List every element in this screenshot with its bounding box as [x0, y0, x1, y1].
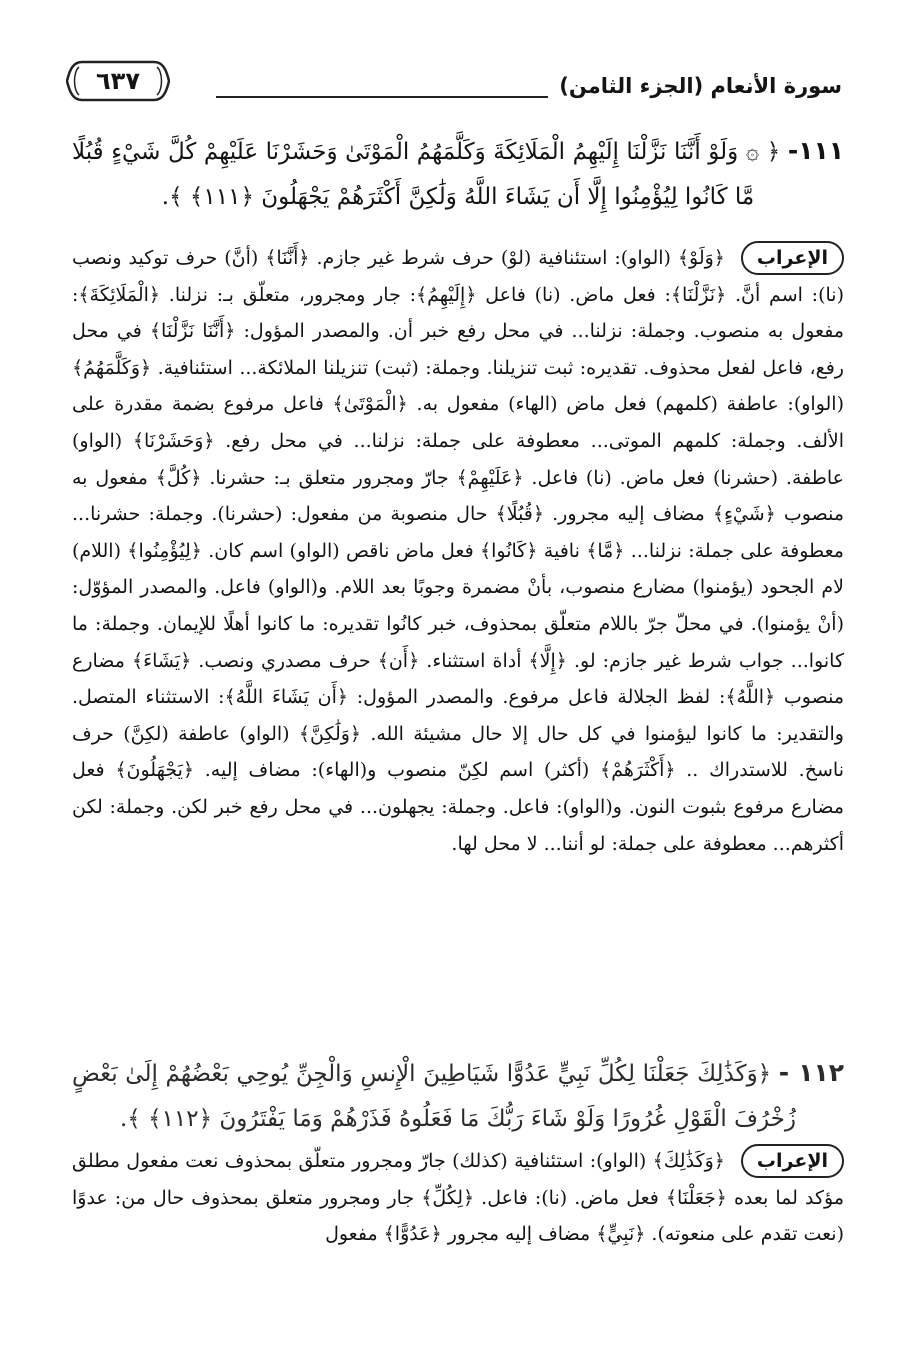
page-number: ٦٣٧ — [96, 67, 140, 95]
surah-title: سورة الأنعام (الجزء الثامن) — [559, 74, 842, 98]
irab-section-112 — [72, 1143, 844, 1253]
irab-text: ﴿وَكَذَٰلِكَ﴾ (الواو): استئنافية (كذلك) جارّ ومجرور متعلّق بمحذوف نعت مفعول مطلق مؤكد لما بعده ﴿جَعَلْنَا﴾ فعل ماض. (نا): فاعل. ﴿لِكُلِّ﴾ جار ومجرور متعلق بمحذوف حال من: عدوًا (نعت تقدم على منعوته). ﴿نَبِيٍّ﴾ مضاف إليه مجرور ﴿عَدُوًّا﴾ مفعول — [72, 1150, 844, 1246]
verse-number: ١١٢ - — [778, 1058, 844, 1087]
header-rule — [216, 96, 548, 98]
page-number-frame — [66, 58, 170, 104]
verse-number: ١١١- — [787, 136, 844, 165]
quran-verse-111 — [72, 128, 844, 220]
verse-text: ﴿ ۞ وَلَوْ أَنَّنَا نَزَّلْنَا إِلَيْهِمُ الْمَلَائِكَةَ وَكَلَّمَهُمُ الْمَوْتَىٰ وَحَشَرْنَا عَلَيْهِمْ كُلَّ شَيْءٍ قُبُلًا مَّا كَانُوا لِيُؤْمِنُوا إِلَّا أَن يَشَاءَ اللَّهُ وَلَٰكِنَّ أَكْثَرَهُمْ يَجْهَلُونَ ﴿١١١﴾ ﴾. — [72, 139, 781, 210]
verse-text: ﴿وَكَذَٰلِكَ جَعَلْنَا لِكُلِّ نَبِيٍّ عَدُوًّا شَيَاطِينَ الْإِنسِ وَالْجِنِّ يُوحِي بَعْضُهُمْ إِلَىٰ بَعْضٍ زُخْرُفَ الْقَوْلِ غُرُورًا وَلَوْ شَاءَ رَبُّكَ مَا فَعَلُوهُ فَذَرْهُمْ وَمَا يَفْتَرُونَ ﴿١١٢﴾ ﴾. — [72, 1061, 796, 1132]
irab-badge: الإعراب — [741, 241, 844, 275]
quran-verse-112 — [72, 1050, 844, 1142]
irab-badge: الإعراب — [741, 1144, 844, 1178]
irab-text: ﴿وَلَوْ﴾ (الواو): استئنافية (لوْ) حرف شرط غير جازم. ﴿أَنَّنَا﴾ (أنَّ) حرف توكيد ونصب (نا): اسم أنَّ. ﴿نَزَّلْنَا﴾: فعل ماض. (نا) فاعل ﴿إِلَيْهِمُ﴾: جار ومجرور، متعلّق بـ: نزلنا. ﴿الْمَلَائِكَةَ﴾: مفعول به منصوب. وجملة: نزلنا... في محل رفع خبر أن. والمصدر المؤول: ﴿أَنَّنَا نَزَّلْنَا﴾ في محل رفع، فاعل لفعل محذوف. تقديره: ثبت تنزيلنا. وجملة: (ثبت) تنزيلنا الملائكة... استئنافية. ﴿وَكَلَّمَهُمُ﴾ (الواو): عاطفة (كلمهم) فعل ماض (الهاء) مفعول به. ﴿الْمَوْتَىٰ﴾ فاعل مرفوع بضمة مقدرة على الألف. وجملة: كلمهم الموتى... معطوفة على جملة: نزلنا... في محل رفع. ﴿وَحَشَرْنَا﴾ (الواو) عاطفة. (حشرنا) فعل ماض. (نا) فاعل. ﴿عَلَيْهِمْ﴾ جارّ ومجرور متعلق بـ: حشرنا. ﴿كُلَّ﴾ مفعول به منصوب ﴿شَيْءٍ﴾ مضاف إليه مجرور. ﴿قُبُلًا﴾ حال منصوبة من مفعول: (حشرنا). وجملة: حشرنا... معطوفة على جملة: نزلنا... ﴿مَّا﴾ نافية ﴿كَانُوا﴾ فعل ماض ناقص (الواو) اسم كان. ﴿لِيُؤْمِنُوا﴾ (اللام) لام الجحود (يؤمنوا) مضارع منصوب، بأنْ مضمرة وجوبًا بعد اللام. و(الواو) فاعل. والمصدر المؤوّل: (أنْ يؤمنوا). في محلّ جرّ باللام متعلّق بمحذوف، خبر كانُوا تقديره: ما كانوا أهلًا للإيمان. وجملة: ما كانوا... جواب شرط غير جازم: لو. ﴿إِلَّا﴾ أداة استثناء. ﴿أَن﴾ حرف مصدري ونصب. ﴿يَشَاءَ﴾ مضارع منصوب ﴿اللَّهُ﴾: لفظ الجلالة فاعل مرفوع. والمصدر المؤول: ﴿أَن يَشَاءَ اللَّهُ﴾: الاستثناء المتصل. والتقدير: ما كانوا ليؤمنوا في كل حال إلا حال مشيئة الله. ﴿وَلَٰكِنَّ﴾ (الواو) عاطفة (لكِنَّ) حرف ناسخ. للاستدراك .. ﴿أَكْثَرَهُمْ﴾ (أكثر) اسم لكِنّ منصوب و(الهاء): مضاف إليه. ﴿يَجْهَلُونَ﴾ فعل مضارع مرفوع بثبوت النون. و(الواو): فاعل. وجملة: يجهلون... في محل رفع خبر لكن. وجملة: لكن أكثرهم... معطوفة على جملة: لو أننا... لا محل لها. — [72, 247, 844, 855]
page-header — [66, 54, 842, 116]
irab-section-111 — [72, 240, 844, 862]
